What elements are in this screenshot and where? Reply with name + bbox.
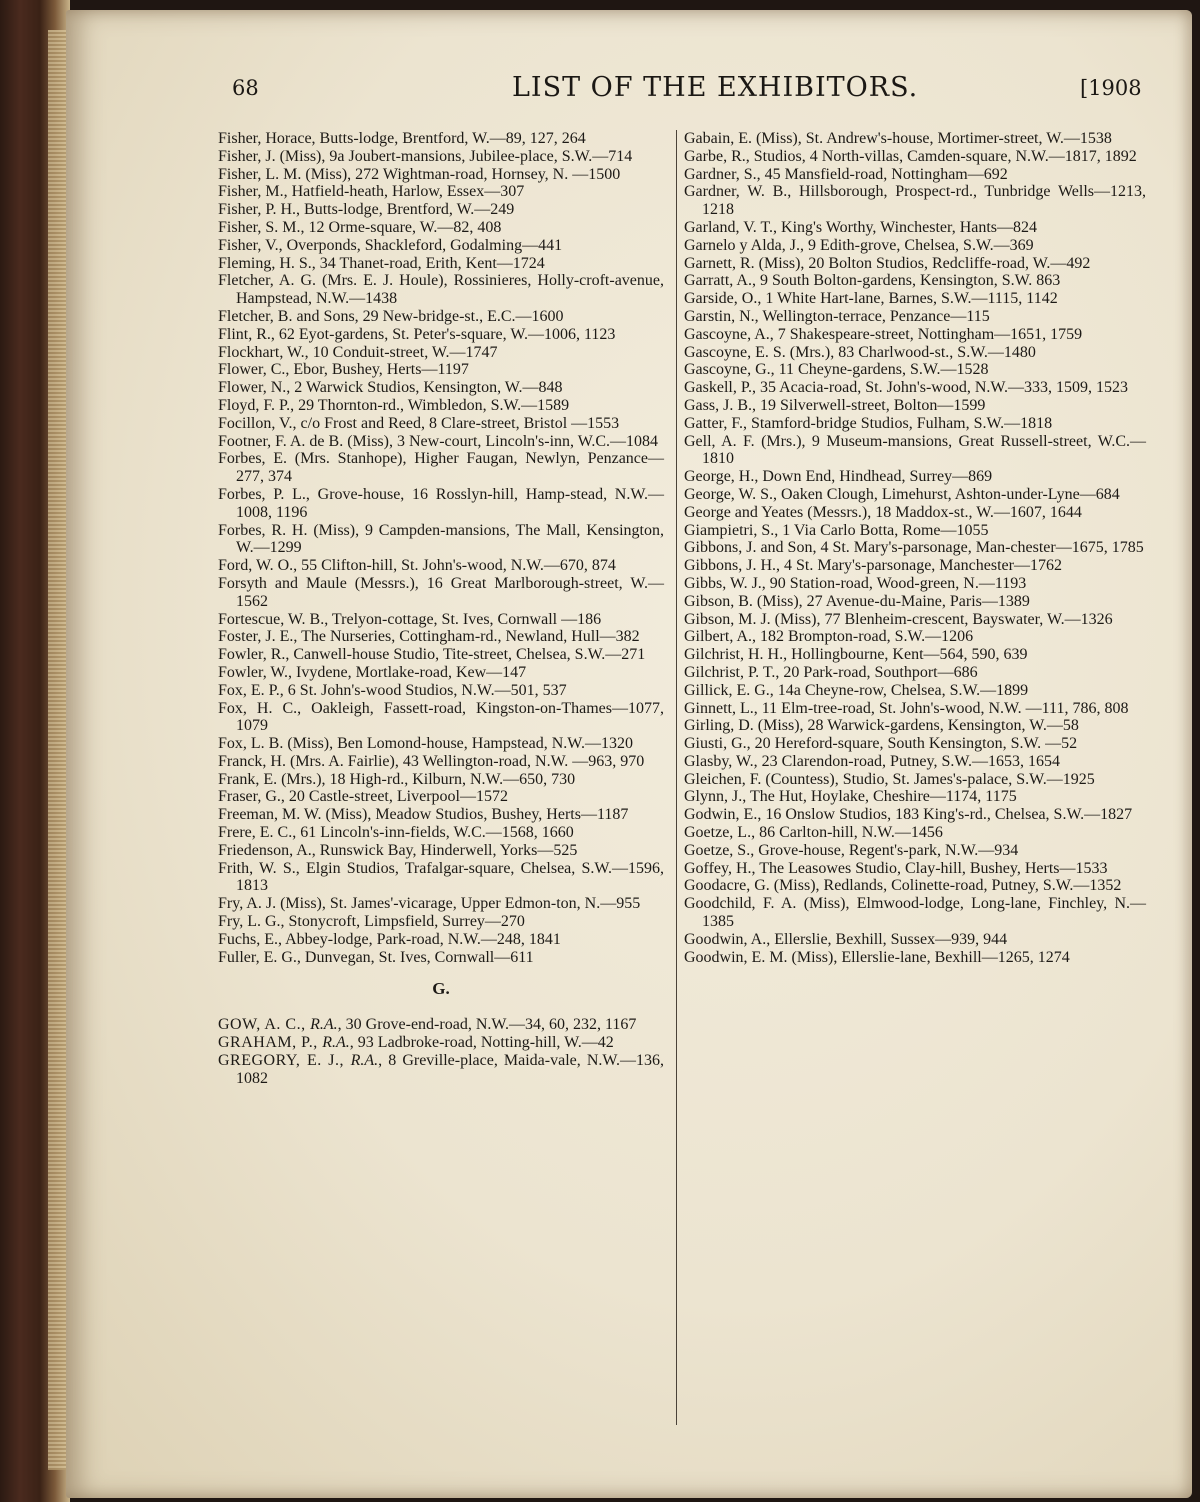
exhibitor-entry: Gibson, M. J. (Miss), 77 Blenheim-crescent, Bayswater, W.—1326 [684, 610, 1113, 628]
exhibitor-entry: Fletcher, B. and Sons, 29 New-bridge-st., E.C.—1600 [218, 307, 564, 325]
exhibitor-entry: Gass, J. B., 19 Silverwell-street, Bolton—1599 [684, 396, 986, 414]
exhibitor-entry: Fisher, V., Overponds, Shackleford, Godalming—441 [218, 236, 563, 254]
exhibitor-entry: Forbes, R. H. (Miss), 9 Campden-mansions, The Mall, Kensington, W.—1299 [218, 521, 664, 557]
exhibitor-entry: Goffey, H., The Leasowes Studio, Clay-hill, Bushey, Herts—1533 [684, 859, 1108, 877]
exhibitor-entry: Goodchild, F. A. (Miss), Elmwood-lodge, Long-lane, Finchley, N.—1385 [684, 895, 1146, 931]
exhibitor-entry: Frith, W. S., Elgin Studios, Trafalgar-square, Chelsea, S.W.—1596, 1813 [218, 859, 664, 895]
exhibitor-entry: Ginnett, L., 11 Elm-tree-road, St. John's-wood, N.W. —111, 786, 808 [684, 699, 1129, 717]
exhibitor-entry: Forbes, P. L., Grove-house, 16 Rosslyn-hill, Hamp-stead, N.W.—1008, 1196 [218, 485, 664, 521]
exhibitor-entry: Garside, O., 1 White Hart-lane, Barnes, S.W.—1115, 1142 [684, 290, 1058, 308]
exhibitor-entry: Gascoyne, A., 7 Shakespeare-street, Nottingham—1651, 1759 [684, 325, 1083, 343]
exhibitor-entry: Gardner, W. B., Hillsborough, Prospect-rd., Tunbridge Wells—1213, 1218 [684, 183, 1146, 219]
exhibitor-entry: Girling, D. (Miss), 28 Warwick-gardens, Kensington, W.—58 [684, 717, 1079, 735]
exhibitor-entry: Footner, F. A. de B. (Miss), 3 New-court, Lincoln's-inn, W.C.—1084 [218, 432, 659, 450]
exhibitor-entry: Gell, A. F. (Mrs.), 9 Museum-mansions, Great Russell-street, W.C.—1810 [684, 432, 1146, 468]
column-divider [676, 130, 677, 1425]
exhibitor-entry: Fry, A. J. (Miss), St. James'-vicarage, Upper Edmon-ton, N.—955 [218, 895, 641, 913]
academician-details: , 30 Grove-end-road, N.W.—34, 60, 232, 1167 [337, 1016, 637, 1034]
exhibitor-entry: Goetze, L., 86 Carlton-hill, N.W.—1456 [684, 824, 943, 842]
page-number: 68 [232, 76, 259, 100]
exhibitor-entry: Glasby, W., 23 Clarendon-road, Putney, S.W.—1653, 1654 [684, 752, 1060, 770]
exhibitor-entry: George, H., Down End, Hindhead, Surrey—869 [684, 468, 993, 486]
exhibitor-entry: Fisher, M., Hatfield-heath, Harlow, Essex—307 [218, 183, 525, 201]
academician-name: GREGORY, E. J., [218, 1051, 351, 1069]
ra-title: R.A. [310, 1016, 338, 1034]
exhibitor-entry: Fleming, H. S., 34 Thanet-road, Erith, Kent—1724 [218, 254, 545, 272]
exhibitor-entry: Fisher, J. (Miss), 9a Joubert-mansions, Jubilee-place, S.W.—714 [218, 147, 633, 165]
exhibitor-entry: Gilbert, A., 182 Brompton-road, S.W.—1206 [684, 628, 974, 646]
exhibitor-entry: Goodwin, A., Ellerslie, Bexhill, Sussex—939, 944 [684, 930, 1008, 948]
academician-details: , 93 Ladbroke-road, Notting-hill, W.—42 [349, 1034, 614, 1052]
exhibitor-entry: Garbe, R., Studios, 4 North-villas, Camden-square, N.W.—1817, 1892 [684, 147, 1137, 165]
exhibitor-entry: Franck, H. (Mrs. A. Fairlie), 43 Wellington-road, N.W. —963, 970 [218, 752, 645, 770]
right-column [684, 130, 1146, 966]
exhibitor-entry: Gabain, E. (Miss), St. Andrew's-house, Mortimer-street, W.—1538 [684, 130, 1112, 147]
exhibitor-entry: Goodacre, G. (Miss), Redlands, Colinette-road, Putney, S.W.—1352 [684, 877, 1122, 895]
exhibitor-entry: Gibbons, J. H., 4 St. Mary's-parsonage, Manchester—1762 [684, 557, 1062, 575]
exhibitor-entry: Forsyth and Maule (Messrs.), 16 Great Marlborough-street, W.—1562 [218, 574, 664, 610]
exhibitor-entry: Garnett, R. (Miss), 20 Bolton Studios, Redcliffe-road, W.—492 [684, 254, 1091, 272]
exhibitor-entry: Gardner, S., 45 Mansfield-road, Nottingham—692 [684, 165, 1008, 183]
left-column [218, 130, 664, 1087]
exhibitor-entry: Gaskell, P., 35 Acacia-road, St. John's-wood, N.W.—333, 1509, 1523 [684, 379, 1129, 397]
academician-entry [218, 1052, 664, 1088]
exhibitor-entry: Fox, H. C., Oakleigh, Fassett-road, Kingston-on-Thames—1077, 1079 [218, 699, 664, 735]
exhibitor-entry: Fry, L. G., Stonycroft, Limpsfield, Surrey—270 [218, 913, 525, 931]
exhibitor-entry: Fuchs, E., Abbey-lodge, Park-road, N.W.—248, 1841 [218, 930, 561, 948]
exhibitor-entry: Gilchrist, P. T., 20 Park-road, Southport—686 [684, 663, 978, 681]
exhibitor-entry: Friedenson, A., Runswick Bay, Hinderwell, Yorks—525 [218, 841, 578, 859]
exhibitor-entry: Flint, R., 62 Eyot-gardens, St. Peter's-square, W.—1006, 1123 [218, 325, 616, 343]
exhibitor-entry: Fisher, Horace, Butts-lodge, Brentford, W.—89, 127, 264 [218, 130, 586, 147]
exhibitor-entry: Flower, N., 2 Warwick Studios, Kensington, W.—848 [218, 379, 563, 397]
exhibitor-entry: George and Yeates (Messrs.), 18 Maddox-st., W.—1607, 1644 [684, 503, 1082, 521]
exhibitor-entry: Floyd, F. P., 29 Thornton-rd., Wimbledon, S.W.—1589 [218, 396, 570, 414]
exhibitor-entry: Gibbons, J. and Son, 4 St. Mary's-parsonage, Man-chester—1675, 1785 [684, 539, 1144, 557]
academician-entry [218, 1016, 664, 1034]
exhibitor-entry: Giusti, G., 20 Hereford-square, South Kensington, S.W. —52 [684, 735, 1078, 753]
exhibitor-entry: Focillon, V., c/o Frost and Reed, 8 Clare-street, Bristol —1553 [218, 414, 620, 432]
exhibitor-entry: Fraser, G., 20 Castle-street, Liverpool—1572 [218, 788, 508, 806]
exhibitor-entry: Godwin, E., 16 Onslow Studios, 183 King's-rd., Chelsea, S.W.—1827 [684, 806, 1133, 824]
exhibitor-entry: Forbes, E. (Mrs. Stanhope), Higher Faugan, Newlyn, Penzance—277, 374 [218, 450, 664, 486]
exhibitor-entry: George, W. S., Oaken Clough, Limehurst, Ashton-under-Lyne—684 [684, 485, 1120, 503]
exhibitor-entry: Gleichen, F. (Countess), Studio, St. James's-palace, S.W.—1925 [684, 770, 1095, 788]
exhibitor-entry: Frank, E. (Mrs.), 18 High-rd., Kilburn, N.W.—650, 730 [218, 770, 576, 788]
exhibitor-entry: Goodwin, E. M. (Miss), Ellerslie-lane, Bexhill—1265, 1274 [684, 948, 1070, 966]
academician-details: , 8 Greville-place, Maida-vale, N.W.—136, 1082 [236, 1051, 665, 1087]
exhibitor-entry: Fox, E. P., 6 St. John's-wood Studios, N.W.—501, 537 [218, 681, 567, 699]
exhibitor-entry: Freeman, M. W. (Miss), Meadow Studios, Bushey, Herts—1187 [218, 806, 629, 824]
page-header [232, 72, 1152, 112]
exhibitor-entry: Garnelo y Alda, J., 9 Edith-grove, Chelsea, S.W.—369 [684, 236, 1034, 254]
exhibitor-entry: Foster, J. E., The Nurseries, Cottingham-rd., Newland, Hull—382 [218, 628, 640, 646]
exhibitor-entry: Fox, L. B. (Miss), Ben Lomond-house, Hampstead, N.W.—1320 [218, 735, 633, 753]
right-entry-list [684, 130, 1146, 966]
exhibitor-entry: Gatter, F., Stamford-bridge Studios, Fulham, S.W.—1818 [684, 414, 1053, 432]
section-letter: G. [432, 979, 450, 999]
ra-title: R.A. [350, 1051, 379, 1069]
book-spine-edge [0, 0, 70, 1502]
exhibitor-entry: Fowler, R., Canwell-house Studio, Tite-street, Chelsea, S.W.—271 [218, 646, 646, 664]
exhibitor-entry: Fowler, W., Ivydene, Mortlake-road, Kew—147 [218, 663, 527, 681]
running-title: LIST OF THE EXHIBITORS. [512, 72, 919, 103]
exhibitor-entry: Goetze, S., Grove-house, Regent's-park, N.W.—934 [684, 841, 1019, 859]
exhibitor-entry: Garland, V. T., King's Worthy, Winchester, Hants—824 [684, 218, 1038, 236]
exhibitor-entry: Gascoyne, E. S. (Mrs.), 83 Charlwood-st., S.W.—1480 [684, 343, 1036, 361]
exhibitor-entry: Fisher, L. M. (Miss), 272 Wightman-road, Hornsey, N. —1500 [218, 165, 621, 183]
exhibitor-entry: Flower, C., Ebor, Bushey, Herts—1197 [218, 361, 469, 379]
academician-entry [218, 1034, 664, 1052]
exhibitor-entry: Garratt, A., 9 South Bolton-gardens, Kensington, S.W. 863 [684, 272, 1061, 290]
exhibitor-entry: Gillick, E. G., 14a Cheyne-row, Chelsea, S.W.—1899 [684, 681, 1029, 699]
exhibitor-entry: Fletcher, A. G. (Mrs. E. J. Houle), Rossinieres, Holly-croft-avenue, Hampstead, N.W.—1438 [218, 272, 664, 308]
exhibitor-entry: Frere, E. C., 61 Lincoln's-inn-fields, W.C.—1568, 1660 [218, 824, 574, 842]
exhibitor-entry: Fortescue, W. B., Trelyon-cottage, St. Ives, Cornwall —186 [218, 610, 602, 628]
exhibitor-entry: Gibbs, W. J., 90 Station-road, Wood-green, N.—1193 [684, 574, 1027, 592]
academician-name: GRAHAM, P., [218, 1034, 323, 1052]
year-marker: [1908 [1080, 76, 1142, 100]
ra-title: R.A. [322, 1034, 350, 1052]
exhibitor-entry: Garstin, N., Wellington-terrace, Penzance—115 [684, 307, 990, 325]
exhibitor-entry: Fuller, E. G., Dunvegan, St. Ives, Cornwall—611 [218, 948, 534, 966]
exhibitor-entry: Fisher, S. M., 12 Orme-square, W.—82, 408 [218, 218, 502, 236]
exhibitor-entry: Gibson, B. (Miss), 27 Avenue-du-Maine, Paris—1389 [684, 592, 1030, 610]
exhibitor-entry: Flockhart, W., 10 Conduit-street, W.—1747 [218, 343, 498, 361]
academician-list [218, 1016, 664, 1087]
exhibitor-entry: Glynn, J., The Hut, Hoylake, Cheshire—1174, 1175 [684, 788, 1017, 806]
exhibitor-entry: Fisher, P. H., Butts-lodge, Brentford, W.—249 [218, 201, 515, 219]
exhibitor-entry: Ford, W. O., 55 Clifton-hill, St. John's-wood, N.W.—670, 874 [218, 557, 616, 575]
exhibitor-entry: Gascoyne, G., 11 Cheyne-gardens, S.W.—1528 [684, 361, 989, 379]
left-entry-list [218, 130, 664, 966]
academician-name: GOW, A. C., [218, 1016, 311, 1034]
exhibitor-entry: Giampietri, S., 1 Via Carlo Botta, Rome—1055 [684, 521, 989, 539]
exhibitor-entry: Gilchrist, H. H., Hollingbourne, Kent—564, 590, 639 [684, 646, 1028, 664]
